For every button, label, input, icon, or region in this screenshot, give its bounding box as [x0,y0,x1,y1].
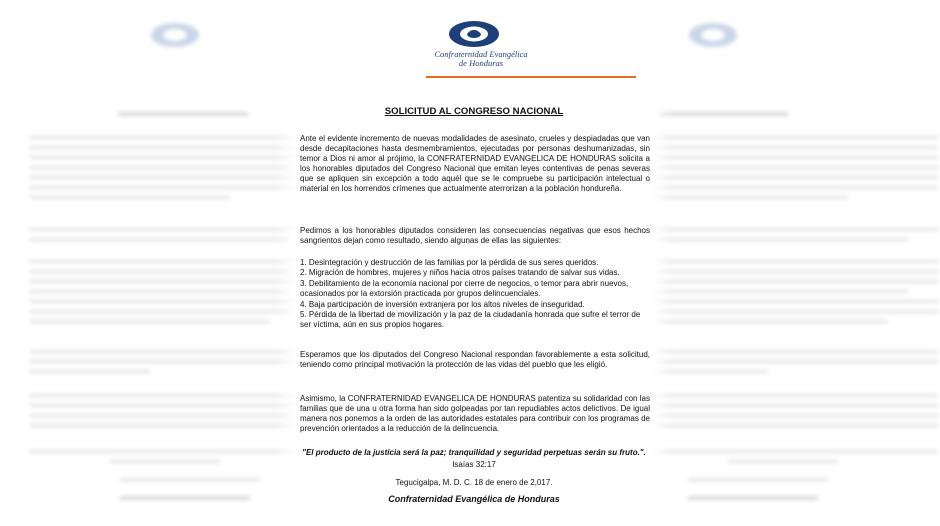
logo-icon [688,22,738,48]
paragraph-solidarity: Asimismo, la CONFRATERNIDAD EVANGELICA DE HONDURAS patentiza su solidaridad con las familias que de una u otra forma han sido golpeadas por tan repudiables actos delictivos. De igual manera nos ponemos a la orden de las autoridades estatales para contribuir con los programas de prevención orientados a la reducción de la delincuencia. [300,394,650,433]
consequences-list [300,258,650,331]
paragraph-hope: Esperamos que los diputados del Congreso Nacional respondan favorablemente a esta solicitud, teniendo como principal motivación la protección de las vidas del pueblo que les eligió. [300,350,650,369]
header-rule [426,76,636,78]
list-item: 2. Migración de hombres, mujeres y niños hacia otros países tratando de salvar sus vidas. [300,268,620,278]
org-name-line1: Confraternidad Evangélica [434,49,528,59]
paragraph-request: Pedimos a los honorables diputados consideren las consecuencias negativas que esos hechos sangrientos dejan como resultado, siendo algunas de ellas las siguientes: [300,226,650,245]
background-blur-right [628,0,940,526]
signature: Confraternidad Evangélica de Honduras [388,494,560,504]
document-page [296,0,652,526]
logo-icon [150,22,200,48]
quote-reference: Isaías 32:17 [452,460,496,469]
list-item: 5. Pérdida de la libertad de movilización y la paz de la ciudadanía honrada que sufre el terror de ser víctima, aún en sus propios hogares. [300,310,641,330]
org-name-line2: de Honduras [458,58,504,68]
background-blur-left [0,0,330,526]
list-item: 4. Baja participación de inversión extranjera por los altos niveles de inseguridad. [300,299,585,309]
document-title: SOLICITUD AL CONGRESO NACIONAL [384,106,564,117]
bible-quote: "El producto de la justicia será la paz; tranquilidad y seguridad perpetuas serán su fruto.". [302,448,646,457]
place-date: Tegucigalpa, M. D. C. 18 de enero de 2,017. [395,478,553,487]
paragraph-intro: Ante el evidente incremento de nuevas modalidades de asesinato, crueles y despiadadas que van desde decapitaciones hasta desmembramientos, ejecutadas por personas deshumanizadas, sin temor a Dios ni amor al prójimo, la CONFRATERNIDAD EVANGELICA DE HONDURAS solicita a los honorables diputados del Congreso Nacional que emitan leyes contentivas de penas severas que se apliquen sin excepción a todo aquél que se le compruebe su participación intelectual o material en los horrendos crímenes que actualmente aterrorizan a la población hondureña. [300,134,650,193]
organization-name [416,50,546,68]
list-item: 3. Debilitamiento de la economía nacional por cierre de negocios, o temor para abrir nuevos, ocasionados por la extorsión practicada por grupos delincuenciales. [300,278,629,299]
logo-icon [448,20,500,48]
list-item: 1. Desintegración y destrucción de las familias por la pérdida de sus seres queridos. [300,258,599,267]
